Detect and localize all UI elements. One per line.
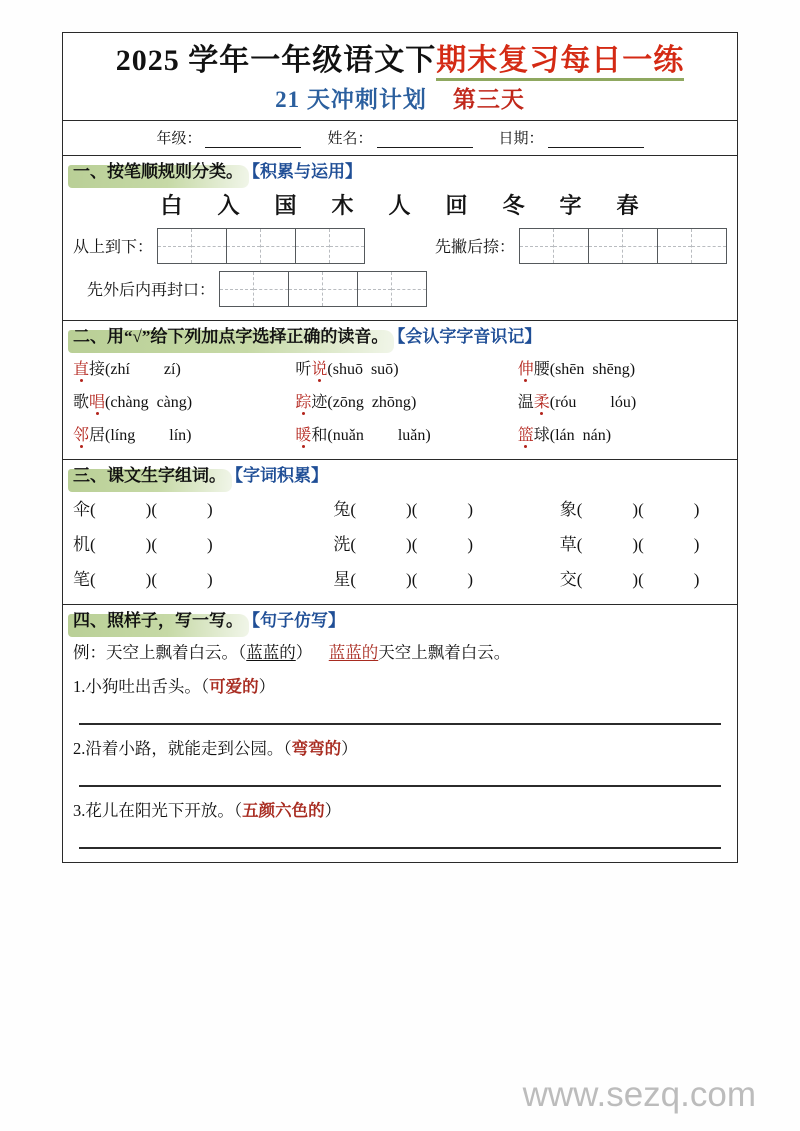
pinyin-choice-table <box>73 351 727 450</box>
pinyin-row <box>73 384 727 417</box>
name-field[interactable] <box>327 127 472 148</box>
pinyin-option-b[interactable]: lóu <box>610 393 631 411</box>
worksheet-frame <box>62 32 738 863</box>
grid-group-top-down <box>73 228 365 264</box>
pinyin-item[interactable]: 温柔(róu lóu) <box>518 384 727 417</box>
char-item: 回 <box>445 192 469 218</box>
word-cell[interactable]: 草( )( ) <box>559 534 700 554</box>
word-cell[interactable]: 伞( )( ) <box>73 499 213 519</box>
word-row <box>73 525 727 560</box>
pinyin-marked-char: 踪 <box>295 389 311 412</box>
date-blank[interactable] <box>548 132 644 148</box>
section-2-tag: 【会认字字音识记】 <box>388 326 542 346</box>
pinyin-item[interactable]: 篮球(lán nán) <box>518 417 727 450</box>
word-cell[interactable]: 机( )( ) <box>73 534 213 554</box>
grid-label-outside-inside: 先外后内再封口： <box>87 282 216 300</box>
word-char: 洗 <box>333 534 351 554</box>
example-mid: ） <box>295 642 313 662</box>
pinyin-option-a[interactable]: zhí <box>110 360 130 378</box>
pinyin-prefix: 歌 <box>73 393 90 411</box>
pinyin-option-a[interactable]: shēn <box>555 360 585 378</box>
question-word: 五颜六色的 <box>242 800 325 820</box>
word-cell[interactable]: 兔( )( ) <box>333 499 474 519</box>
word-row <box>73 560 727 595</box>
word-cell[interactable]: 笔( )( ) <box>73 569 213 589</box>
pinyin-marked-char: 柔 <box>534 389 550 412</box>
title-black-part: 2025 学年一年级语文下 <box>115 44 437 77</box>
word-char: 伞 <box>73 499 90 519</box>
pinyin-option-b[interactable]: zí <box>163 360 176 378</box>
section-1-grid-row-bottom <box>73 271 727 311</box>
char-item: 国 <box>274 192 298 218</box>
tianzige-grid[interactable] <box>219 271 427 307</box>
section-1 <box>63 156 737 321</box>
section-1-grid-row-top <box>73 228 727 268</box>
pinyin-option-a[interactable]: líng <box>110 426 136 444</box>
answer-line[interactable] <box>79 723 721 725</box>
pinyin-item[interactable]: 听说(shuō suō) <box>295 351 517 384</box>
section-4 <box>63 605 737 862</box>
title-block <box>63 33 737 121</box>
word-formation-table <box>73 490 727 595</box>
section-2 <box>63 321 737 460</box>
section-3-heading <box>73 465 727 488</box>
section-1-character-row <box>73 189 727 220</box>
word-char: 星 <box>333 569 351 589</box>
pinyin-suffix: 接 <box>89 360 106 378</box>
grade-label: 年级： <box>156 130 202 147</box>
title-red-part: 期末复习每日一练 <box>436 44 684 81</box>
pinyin-item[interactable]: 暖和(nuǎn luǎn) <box>295 417 517 450</box>
grid-label-pie-na: 先撇后捺： <box>434 239 515 257</box>
grid-label-top-down: 从上到下： <box>73 239 154 257</box>
example-answer-rest: 天空上飘着白云。 <box>378 642 511 662</box>
grid-group-outside-inside <box>87 271 427 307</box>
pinyin-option-b[interactable]: shēng <box>592 360 630 378</box>
word-cell[interactable]: 交( )( ) <box>559 569 700 589</box>
pinyin-option-a[interactable]: shuō <box>332 360 363 378</box>
pinyin-marked-char: 说 <box>311 356 327 379</box>
section-1-title: 一、按笔顺规则分类。 <box>73 161 243 181</box>
page-title <box>63 43 737 78</box>
char-item: 入 <box>217 192 241 218</box>
pinyin-option-b[interactable]: càng <box>156 393 187 411</box>
section-2-title: 二、用“√”给下列加点字选择正确的读音。 <box>73 326 389 346</box>
word-cell[interactable]: 星( )( ) <box>333 569 474 589</box>
question-number: 2. <box>73 738 86 758</box>
pinyin-marked-char: 唱 <box>89 389 105 412</box>
char-item: 白 <box>160 192 184 218</box>
section-4-tag: 【句子仿写】 <box>243 610 345 630</box>
question-sentence: 花儿在阳光下开放。（ <box>85 800 243 820</box>
section-3 <box>63 460 737 605</box>
word-char: 笔 <box>73 569 90 589</box>
pinyin-suffix: 和 <box>311 426 328 444</box>
subtitle-day: 第三天 <box>452 87 525 113</box>
char-item: 木 <box>331 192 355 218</box>
word-cell[interactable]: 象( )( ) <box>559 499 700 519</box>
section-1-heading <box>73 161 727 184</box>
question-sentence: 沿着小路，就能走到公园。（ <box>85 738 292 758</box>
example-sentence <box>73 639 727 663</box>
pinyin-item[interactable]: 踪迹(zōng zhōng) <box>295 384 517 417</box>
pinyin-option-b[interactable]: nán <box>582 426 606 444</box>
pinyin-marked-char: 伸 <box>518 356 534 379</box>
pinyin-suffix: 腰 <box>533 360 550 378</box>
name-blank[interactable] <box>377 132 473 148</box>
pinyin-marked-char: 邻 <box>73 422 89 445</box>
pinyin-prefix: 听 <box>295 360 312 378</box>
word-char: 机 <box>73 534 90 554</box>
answer-line[interactable] <box>79 785 721 787</box>
pinyin-option-a[interactable]: róu <box>555 393 577 411</box>
pinyin-option-a[interactable]: chàng <box>110 393 149 411</box>
question-number: 1. <box>73 676 86 696</box>
word-char: 草 <box>559 534 577 554</box>
section-3-title: 三、课文生字组词。 <box>73 465 226 485</box>
tianzige-grid[interactable] <box>519 228 727 264</box>
question-item <box>73 735 727 759</box>
question-word: 弯弯的 <box>291 738 342 758</box>
example-answer-word: 蓝蓝的 <box>328 642 379 662</box>
word-char: 象 <box>559 499 577 519</box>
word-char: 交 <box>559 569 577 589</box>
question-item <box>73 797 727 821</box>
pinyin-marked-char: 直 <box>73 356 89 379</box>
grade-field[interactable] <box>156 127 301 148</box>
pinyin-option-a[interactable]: nuǎn <box>332 426 364 444</box>
section-2-heading <box>73 326 727 349</box>
word-row <box>73 490 727 525</box>
example-word: 蓝蓝的 <box>246 642 296 662</box>
name-label: 姓名： <box>327 130 373 147</box>
pinyin-row <box>73 351 727 384</box>
pinyin-item[interactable]: 直接(zhí zí) <box>73 351 295 384</box>
question-item <box>73 673 727 697</box>
date-label: 日期： <box>498 130 544 147</box>
pinyin-suffix: 迹 <box>311 393 328 411</box>
pinyin-item[interactable]: 邻居(líng lín) <box>73 417 295 450</box>
pinyin-marked-char: 篮 <box>518 422 534 445</box>
subtitle-plan: 21 天冲刺计划 <box>275 87 427 113</box>
pinyin-row <box>73 417 727 450</box>
pinyin-option-a[interactable]: zōng <box>332 393 364 411</box>
char-item: 字 <box>559 192 583 218</box>
pinyin-option-b[interactable]: luǎn <box>397 426 426 444</box>
section-4-heading <box>73 610 727 633</box>
char-item: 冬 <box>502 192 526 218</box>
answer-line[interactable] <box>79 847 721 849</box>
section-4-title: 四、照样子，写一写。 <box>73 610 243 630</box>
pinyin-prefix: 温 <box>517 393 534 411</box>
pinyin-marked-char: 暖 <box>295 422 311 445</box>
student-info-row <box>63 121 737 156</box>
section-3-tag: 【字词积累】 <box>226 465 328 485</box>
date-field[interactable] <box>499 127 644 148</box>
question-word: 可爱的 <box>209 676 259 696</box>
grid-group-pie-na <box>435 228 727 264</box>
question-close: ） <box>258 676 276 696</box>
pinyin-item[interactable]: 歌唱(chàng càng) <box>73 384 295 417</box>
pinyin-option-b[interactable]: lín <box>169 426 187 444</box>
char-item: 人 <box>388 192 412 218</box>
page-subtitle <box>63 86 737 114</box>
section-1-tag: 【积累与运用】 <box>243 161 362 181</box>
word-char: 兔 <box>333 499 351 519</box>
question-close: ） <box>324 800 342 820</box>
pinyin-suffix: 球 <box>533 426 550 444</box>
pinyin-item[interactable]: 伸腰(shēn shēng) <box>518 351 727 384</box>
site-watermark: www.sezq.com <box>522 1075 756 1114</box>
question-sentence: 小狗吐出舌头。（ <box>85 676 210 696</box>
tianzige-grid[interactable] <box>157 228 365 264</box>
pinyin-option-b[interactable]: zhōng <box>371 393 411 411</box>
question-number: 3. <box>73 800 86 820</box>
char-item: 春 <box>616 192 640 218</box>
question-close: ） <box>341 738 358 758</box>
grade-blank[interactable] <box>205 132 301 148</box>
pinyin-suffix: 居 <box>89 426 106 444</box>
pinyin-option-b[interactable]: suō <box>370 360 394 378</box>
example-prefix: 例：天空上飘着白云。（ <box>73 642 247 662</box>
pinyin-option-a[interactable]: lán <box>555 426 575 444</box>
word-cell[interactable]: 洗( )( ) <box>333 534 474 554</box>
